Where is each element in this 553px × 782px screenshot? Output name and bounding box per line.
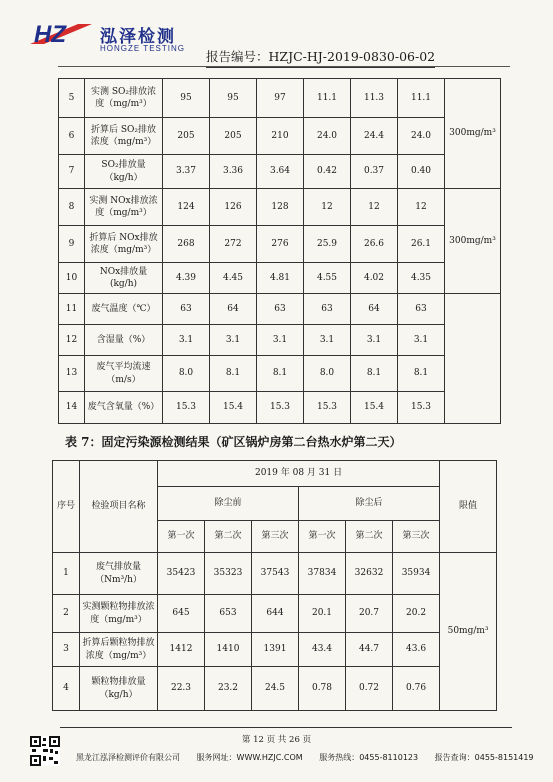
limit-so2: 300mg/m³ xyxy=(445,79,501,189)
header-run: 第二次 xyxy=(205,521,252,553)
cell: 12 xyxy=(351,189,398,226)
cell: 8.0 xyxy=(163,356,210,392)
table7-title: 表 7：固定污染源检测结果（矿区锅炉房第二台热水炉第二天） xyxy=(65,435,402,449)
table-row xyxy=(59,189,501,226)
footer-website: 服务网址：WWW.HZJC.COM xyxy=(196,753,303,762)
cell: 20.7 xyxy=(346,595,393,633)
row-item: 废气含氧量（%） xyxy=(85,392,163,424)
row-item: 折算后 NOx排放浓度（mg/m³） xyxy=(85,226,163,263)
footer-divider xyxy=(60,727,512,728)
row-item: 实测 NOx排放浓度（mg/m³） xyxy=(85,189,163,226)
cell: 3.37 xyxy=(163,155,210,189)
cell: 35323 xyxy=(205,553,252,595)
qr-code-icon xyxy=(30,736,60,766)
cell: 32632 xyxy=(346,553,393,595)
table-row xyxy=(59,356,501,392)
cell: 0.72 xyxy=(346,667,393,711)
row-no: 4 xyxy=(53,667,80,711)
cell: 4.45 xyxy=(210,263,257,294)
cell: 43.4 xyxy=(299,633,346,667)
row-no: 3 xyxy=(53,633,80,667)
empty-limit xyxy=(445,294,501,424)
row-item: SO₂排放量（kg/h） xyxy=(85,155,163,189)
cell: 11.1 xyxy=(304,79,351,118)
row-no: 6 xyxy=(59,118,85,155)
row-no: 7 xyxy=(59,155,85,189)
cell: 3.36 xyxy=(210,155,257,189)
cell: 24.0 xyxy=(304,118,351,155)
cell: 15.4 xyxy=(351,392,398,424)
row-item: 废气排放量（Nm³/h） xyxy=(80,553,158,595)
row-item: 实测颗粒物排放浓度（mg/m³） xyxy=(80,595,158,633)
cell: 268 xyxy=(163,226,210,263)
cell: 1391 xyxy=(252,633,299,667)
cell: 3.1 xyxy=(163,325,210,356)
row-item: 实测 SO₂排放浓度（mg/m³） xyxy=(85,79,163,118)
cell: 124 xyxy=(163,189,210,226)
cell: 0.42 xyxy=(304,155,351,189)
report-number-text: 报告编号：HZJC-HJ-2019-0830-06-02 xyxy=(206,49,436,64)
table-row xyxy=(53,633,497,667)
footer-inquiry: 报告查询：0455-8151419 xyxy=(434,753,534,762)
row-no: 8 xyxy=(59,189,85,226)
report-number xyxy=(206,47,435,65)
cell: 15.3 xyxy=(163,392,210,424)
cell: 22.3 xyxy=(158,667,205,711)
cell: 0.78 xyxy=(299,667,346,711)
row-item: 含湿量（%） xyxy=(85,325,163,356)
cell: 11.3 xyxy=(351,79,398,118)
header-before: 除尘前 xyxy=(158,487,299,521)
table-row xyxy=(59,226,501,263)
cell: 8.1 xyxy=(398,356,445,392)
cell: 1410 xyxy=(205,633,252,667)
cell: 4.55 xyxy=(304,263,351,294)
cell: 8.1 xyxy=(257,356,304,392)
cell: 0.40 xyxy=(398,155,445,189)
cell: 4.35 xyxy=(398,263,445,294)
cell: 645 xyxy=(158,595,205,633)
hz-logo-icon xyxy=(30,20,92,48)
table-row xyxy=(53,667,497,711)
table-row xyxy=(59,155,501,189)
row-no: 10 xyxy=(59,263,85,294)
header-item: 检验项目名称 xyxy=(80,461,158,553)
cell: 644 xyxy=(252,595,299,633)
header-run: 第二次 xyxy=(346,521,393,553)
header-no: 序号 xyxy=(53,461,80,553)
header-run: 第三次 xyxy=(252,521,299,553)
header-after: 除尘后 xyxy=(299,487,440,521)
emission-table-continued xyxy=(58,78,501,424)
cell: 26.1 xyxy=(398,226,445,263)
cell: 276 xyxy=(257,226,304,263)
cell: 3.1 xyxy=(257,325,304,356)
cell: 25.9 xyxy=(304,226,351,263)
footer-info xyxy=(76,752,548,763)
emission-table-7 xyxy=(52,460,497,711)
cell: 15.3 xyxy=(257,392,304,424)
cell: 24.5 xyxy=(252,667,299,711)
cell: 205 xyxy=(210,118,257,155)
cell: 15.3 xyxy=(304,392,351,424)
cell: 43.6 xyxy=(393,633,440,667)
cell: 97 xyxy=(257,79,304,118)
cell: 20.1 xyxy=(299,595,346,633)
header-limit: 限值 xyxy=(440,461,497,553)
row-item: NOx排放量(kg/h) xyxy=(85,263,163,294)
footer-hotline: 服务热线：0455-8110123 xyxy=(319,753,419,762)
cell: 272 xyxy=(210,226,257,263)
cell: 64 xyxy=(351,294,398,325)
row-no: 1 xyxy=(53,553,80,595)
row-no: 11 xyxy=(59,294,85,325)
cell: 8.1 xyxy=(351,356,398,392)
cell: 12 xyxy=(398,189,445,226)
table-row xyxy=(53,595,497,633)
cell: 0.76 xyxy=(393,667,440,711)
cell: 24.0 xyxy=(398,118,445,155)
row-no: 14 xyxy=(59,392,85,424)
svg-text:HZ: HZ xyxy=(34,21,66,48)
cell: 3.1 xyxy=(210,325,257,356)
row-no: 12 xyxy=(59,325,85,356)
cell: 15.3 xyxy=(398,392,445,424)
header-run: 第三次 xyxy=(393,521,440,553)
cell: 35934 xyxy=(393,553,440,595)
report-number-underline xyxy=(206,67,435,68)
cell: 653 xyxy=(205,595,252,633)
cell: 20.2 xyxy=(393,595,440,633)
row-item: 颗粒物排放量（kg/h） xyxy=(80,667,158,711)
cell: 1412 xyxy=(158,633,205,667)
cell: 210 xyxy=(257,118,304,155)
footer-company: 黑龙江泓泽检测评价有限公司 xyxy=(76,753,180,762)
table-row xyxy=(59,79,501,118)
cell: 12 xyxy=(304,189,351,226)
cell: 15.4 xyxy=(210,392,257,424)
cell: 44.7 xyxy=(346,633,393,667)
header-run: 第一次 xyxy=(299,521,346,553)
cell: 8.1 xyxy=(210,356,257,392)
cell: 8.0 xyxy=(304,356,351,392)
row-no: 5 xyxy=(59,79,85,118)
cell: 63 xyxy=(304,294,351,325)
table-row xyxy=(59,294,501,325)
cell: 63 xyxy=(163,294,210,325)
table-row xyxy=(59,118,501,155)
cell: 37543 xyxy=(252,553,299,595)
row-item: 折算后 SO₂排放浓度（mg/m³） xyxy=(85,118,163,155)
table-row xyxy=(59,263,501,294)
header-date: 2019 年 08 月 31 日 xyxy=(158,461,440,487)
cell: 3.1 xyxy=(351,325,398,356)
table-row xyxy=(53,553,497,595)
cell: 95 xyxy=(210,79,257,118)
cell: 205 xyxy=(163,118,210,155)
row-no: 2 xyxy=(53,595,80,633)
row-no: 9 xyxy=(59,226,85,263)
logo-cn: 泓泽检测 xyxy=(100,27,176,47)
cell: 26.6 xyxy=(351,226,398,263)
cell: 126 xyxy=(210,189,257,226)
cell: 63 xyxy=(398,294,445,325)
cell: 95 xyxy=(163,79,210,118)
cell: 3.1 xyxy=(304,325,351,356)
cell: 4.39 xyxy=(163,263,210,294)
cell: 64 xyxy=(210,294,257,325)
table-row xyxy=(59,392,501,424)
cell: 0.37 xyxy=(351,155,398,189)
cell: 11.1 xyxy=(398,79,445,118)
logo-en: HONGZE TESTING xyxy=(100,44,185,53)
cell: 37834 xyxy=(299,553,346,595)
row-item: 折算后颗粒物排放浓度（mg/m³） xyxy=(80,633,158,667)
table-header-row xyxy=(53,461,497,487)
header-run: 第一次 xyxy=(158,521,205,553)
cell: 3.1 xyxy=(398,325,445,356)
cell: 3.64 xyxy=(257,155,304,189)
limit-particulate: 50mg/m³ xyxy=(440,553,497,711)
table-row xyxy=(59,325,501,356)
row-item: 废气平均流速（m/s） xyxy=(85,356,163,392)
cell: 35423 xyxy=(158,553,205,595)
cell: 4.81 xyxy=(257,263,304,294)
page-number: 第 12 页 共 26 页 xyxy=(241,735,312,745)
row-item: 废气温度（℃） xyxy=(85,294,163,325)
header-divider xyxy=(58,66,510,67)
cell: 63 xyxy=(257,294,304,325)
row-no: 13 xyxy=(59,356,85,392)
cell: 4.02 xyxy=(351,263,398,294)
cell: 24.4 xyxy=(351,118,398,155)
cell: 23.2 xyxy=(205,667,252,711)
cell: 128 xyxy=(257,189,304,226)
limit-nox: 300mg/m³ xyxy=(445,189,501,294)
